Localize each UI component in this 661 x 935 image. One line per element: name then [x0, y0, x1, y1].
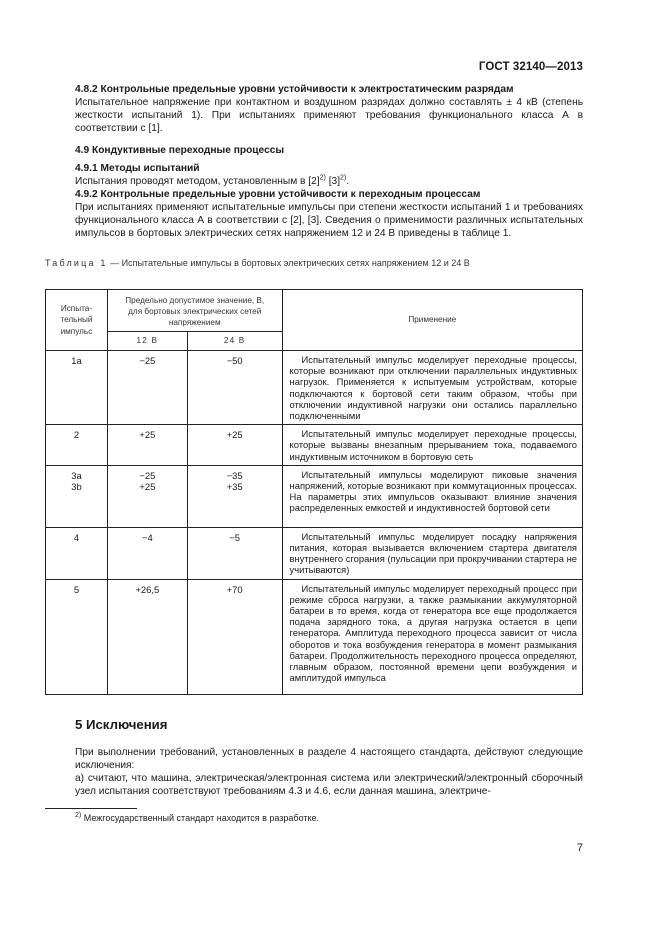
- main-content: [75, 83, 583, 240]
- header-pulse: Испыта- тельный импульс: [46, 290, 108, 351]
- table-caption-lead: Таблица 1: [45, 258, 108, 268]
- page-number: 7: [576, 842, 583, 854]
- header-limit: Предельно допустимое значение, В, для бортовых электрических сетей напряжением: [107, 290, 282, 332]
- value-24v-cell: −5: [187, 527, 282, 579]
- value-24v-cell: +70: [187, 579, 282, 694]
- application-cell: Испытательный импульс моделирует переходные процессы, которые вызваны внезапным прерыванием тока, подаваемого индуктивным источником в бортовую сеть: [282, 425, 582, 466]
- table-row: [46, 465, 583, 527]
- value-24v-cell: −50: [187, 351, 282, 425]
- footnote-ref-2: 2): [340, 174, 347, 182]
- value-12v-cell: +25: [107, 425, 187, 466]
- pulse-cell: 4: [46, 527, 108, 579]
- heading-4-9-2: 4.9.2 Контрольные предельные уровни устойчивости к переходным процессам: [75, 189, 481, 200]
- application-cell: Испытательный импульс моделирует посадку напряжения питания, которая вызывается включением стартера двигателя внутреннего сгорания (пульсации при прокручивании стартера не учитываются): [282, 527, 582, 579]
- table-row: [46, 579, 583, 694]
- paragraph-4-9-1: [75, 175, 583, 188]
- table-row: [46, 425, 583, 466]
- footnote-mark: 2): [75, 812, 82, 819]
- paragraph-4-8-2-text: Испытательное напряжение при контактном и воздушном разрядах должно составлять ± 4 кВ (степень жесткости испытаний 1). При испытаниях применяют требования функционального класса А в соответствии с [1].: [75, 97, 583, 134]
- section-5: [75, 717, 583, 798]
- table-row: [46, 351, 583, 425]
- pulse-table: [45, 289, 583, 695]
- value-12v-cell: −25: [107, 351, 187, 425]
- heading-4-8-2: 4.8.2 Контрольные предельные уровни устойчивости к электростатическим разрядам: [75, 84, 514, 95]
- pulse-cell: 1a: [46, 351, 108, 425]
- heading-4-9-1: 4.9.1 Методы испытаний: [75, 163, 200, 174]
- heading-section-5: 5 Исключения: [75, 717, 168, 732]
- ref-text-2: [3]: [325, 176, 341, 187]
- header-use: Применение: [282, 290, 582, 351]
- application-cell: Испытательный импульс моделирует переходные процессы, которые возникают при отключении параллельных индуктивных нагрузок. Применяется к испытуемым устройствам, которые подключаются к бортовой сети таким образом, чтобы при отключении индуктивной нагрузки они остались параллельно подключенными: [282, 351, 582, 425]
- value-12v-cell: +26,5: [107, 579, 187, 694]
- header-12v: 12 В: [107, 332, 187, 351]
- application-cell: Испытательный импульсы моделируют пиковые значения напряжений, которые возникают при коммутационных процессах. На параметры этих импульсов оказывают влияние значения распределенных емкостей и индуктивностей бортовой сети: [282, 465, 582, 527]
- paragraph-4-9-2: [75, 201, 583, 240]
- heading-4-9: 4.9 Кондуктивные переходные процессы: [75, 145, 285, 156]
- footnote: [75, 813, 319, 823]
- document-code-header: ГОСТ 32140—2013: [478, 61, 583, 73]
- footnote-ref-1: 2): [319, 174, 326, 182]
- pulse-cell: 2: [46, 425, 108, 466]
- value-12v-cell: −25 +25: [107, 465, 187, 527]
- paragraph-5-intro: При выполнении требований, установленных в разделе 4 настоящего стандарта, действуют следующие исключения:: [75, 747, 583, 771]
- table-row: [46, 527, 583, 579]
- ref-text-3: .: [346, 176, 350, 187]
- footnote-text: Межгосударственный стандарт находится в разработке.: [81, 813, 320, 823]
- value-12v-cell: −4: [107, 527, 187, 579]
- footnote-divider: [45, 808, 137, 809]
- ref-text-1: Испытания проводят методом, установленным в [2]: [75, 176, 320, 187]
- table-caption-text: — Испытательные импульсы в бортовых электрических сетях напряжением 12 и 24 В: [107, 258, 470, 268]
- value-24v-cell: +25: [187, 425, 282, 466]
- paragraph-5-a: а) считают, что машина, электрическая/электронная система или электрический/электронный сборочный узел испытания соответствуют требованиям 4.3 и 4.6, если данная машина, электриче-: [75, 773, 583, 797]
- table-caption: [45, 258, 605, 268]
- pulse-cell: 3a 3b: [46, 465, 108, 527]
- paragraph-4-8-2: [75, 96, 583, 135]
- header-24v: 24 В: [187, 332, 282, 351]
- paragraph-4-9-2-text: При испытаниях применяют испытательные импульсы при степени жесткости испытаний 1 и требованиях функционального класса А в соответствии с [2], [3]. Сведения о применимости различных испытательных импульсов в бортовых электрических сетях напряжением 12 и 24 В приведены в таблице 1.: [75, 202, 583, 239]
- value-24v-cell: −35 +35: [187, 465, 282, 527]
- application-cell: Испытательный импульс моделирует переходный процесс при режиме сброса нагрузки, а также размыкании аккумуляторной батареи в то время, когда от генератора все еще продолжается подача зарядного тока, а другая нагрузка остается в цепи генератора. Амплитуда переходного процесса зависит от числа оборотов и тока возбуждения генератора в момент размыкания батареи. Продолжительность переходного процесса определяют, главным образом, постоянной времени цепи возбуждения и амплитудой импульса: [282, 579, 582, 694]
- pulse-cell: 5: [46, 579, 108, 694]
